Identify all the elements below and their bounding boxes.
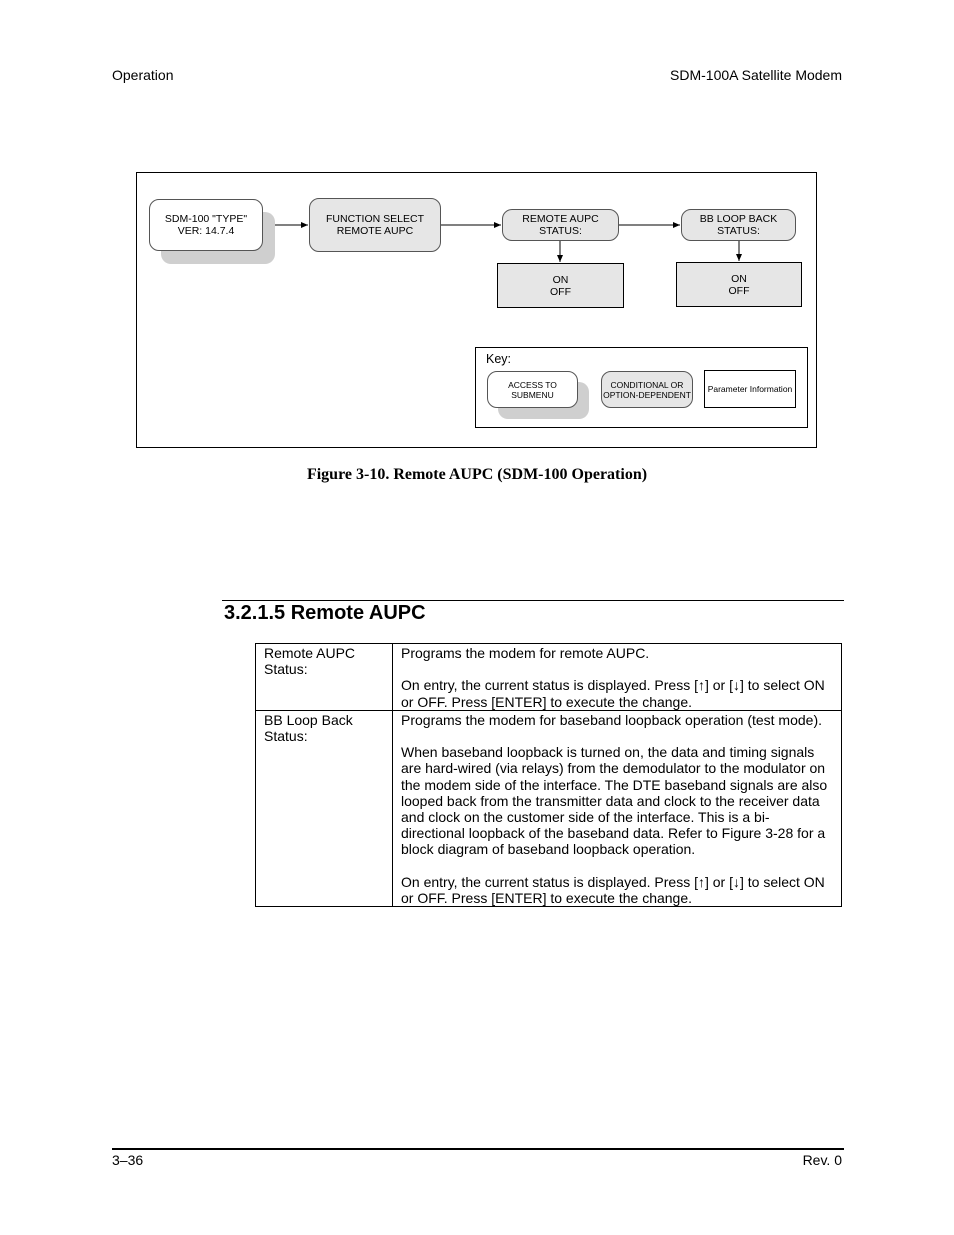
node-remote-aupc-status: REMOTE AUPC STATUS: <box>502 209 619 241</box>
node-remote-aupc-options: ON OFF <box>497 263 624 308</box>
key-parameter-info: Parameter Information <box>704 370 796 408</box>
table-row <box>256 644 842 711</box>
param-name: BB Loop Back Status: <box>256 710 393 906</box>
footer-rule <box>112 1148 844 1150</box>
section-rule <box>222 600 844 601</box>
node-bb-loop-options: ON OFF <box>676 262 802 307</box>
param-description <box>393 710 842 906</box>
param-paragraph: On entry, the current status is displayed. Press [↑] or [↓] to select ON or OFF. Press [ENTER] to execute the change. <box>401 677 825 710</box>
revision: Rev. 0 <box>802 1152 842 1168</box>
param-paragraph: When baseband loopback is turned on, the data and timing signals are hard-wired (via relays) from the demodulator to the modulator on the modem side of the interface. The DTE baseband signals are also looped back from the transmitter data and clock to the receiver data and clock on the customer side of the interface. This is a bi-directional loopback of the baseband data. Refer to Figure 3-28 for a block diagram of baseband loopback operation. <box>401 744 828 858</box>
table-row <box>256 710 842 906</box>
param-paragraph: On entry, the current status is displayed. Press [↑] or [↓] to select ON or OFF. Press [ENTER] to execute the change. <box>401 873 825 906</box>
running-header-left: Operation <box>112 67 174 83</box>
param-description <box>393 644 842 711</box>
node-function-select: FUNCTION SELECT REMOTE AUPC <box>309 198 441 252</box>
running-header-right: SDM-100A Satellite Modem <box>670 67 842 83</box>
parameter-table <box>255 643 842 907</box>
figure-caption: Figure 3-10. Remote AUPC (SDM-100 Operation) <box>306 466 648 483</box>
page-number: 3–36 <box>112 1152 144 1168</box>
key-label: Key: <box>486 352 512 366</box>
key-access-submenu: ACCESS TO SUBMENU <box>487 371 578 408</box>
node-sdm-type: SDM-100 "TYPE" VER: 14.7.4 <box>149 199 263 251</box>
param-paragraph: Programs the modem for remote AUPC. <box>401 645 650 661</box>
param-paragraph: Programs the modem for baseband loopback operation (test mode). <box>401 711 823 728</box>
section-title: 3.2.1.5 Remote AUPC <box>224 602 426 624</box>
node-bb-loop-status: BB LOOP BACK STATUS: <box>681 209 796 241</box>
param-name: Remote AUPC Status: <box>256 644 393 711</box>
key-conditional: CONDITIONAL OR OPTION-DEPENDENT <box>601 371 693 408</box>
